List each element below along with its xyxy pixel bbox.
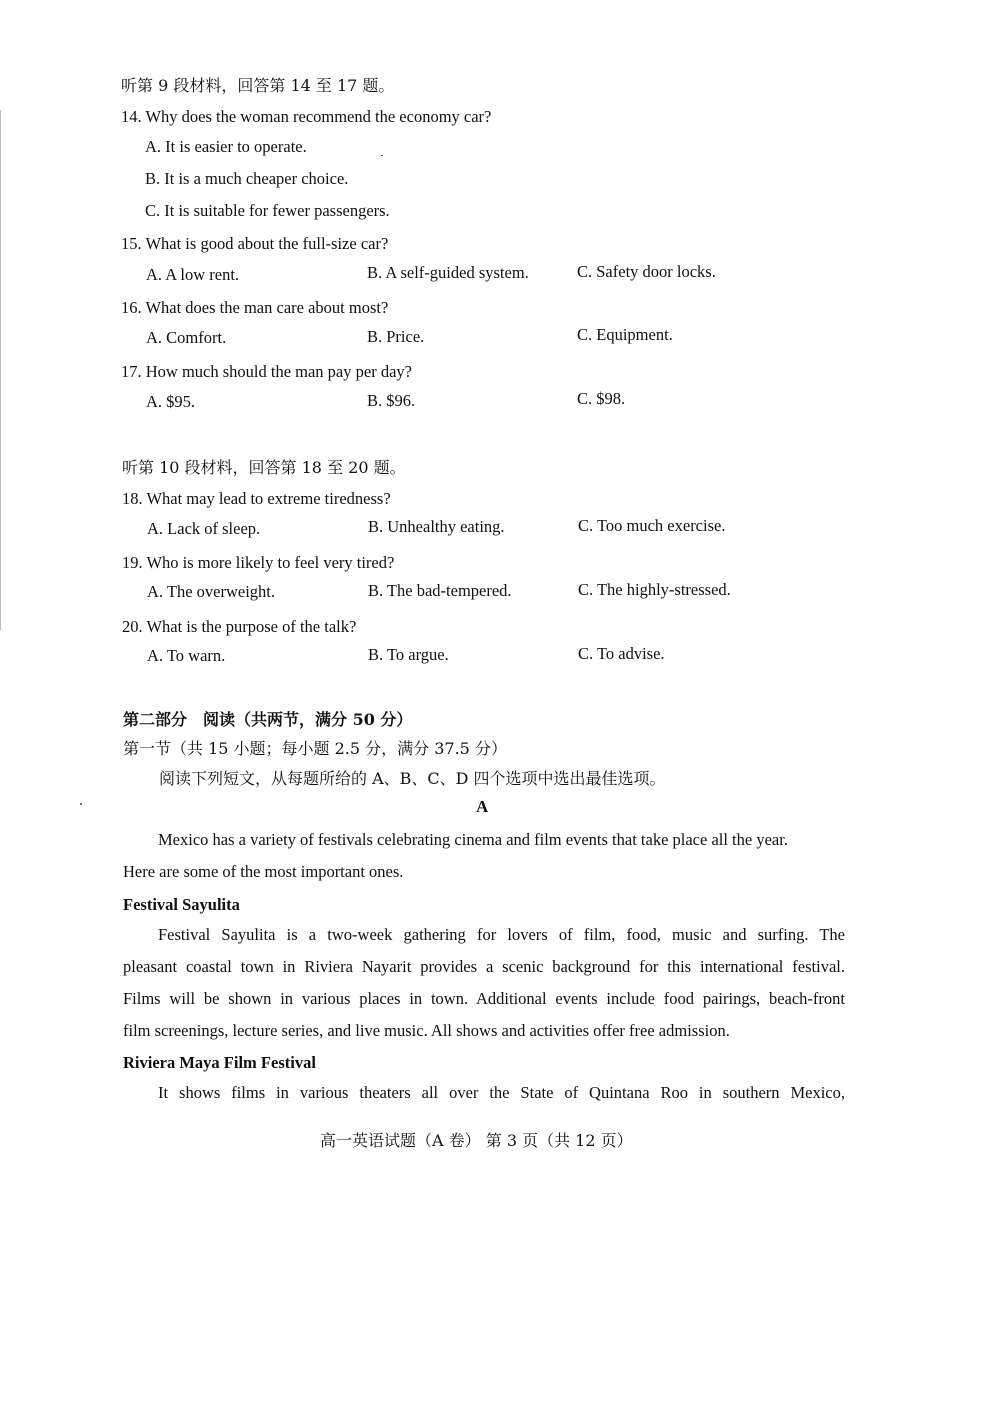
option-16a: A. Comfort. [146,328,227,347]
option-14a: A. It is easier to operate. [145,137,307,156]
question-17: 17. How much should the man pay per day? [121,362,412,381]
reading-instruction: 阅读下列短文，从每题所给的 A、B、C、D 四个选项中选出最佳选项。 [159,769,666,788]
option-18a: A. Lack of sleep. [147,519,261,538]
option-19b: B. The bad-tempered. [368,581,512,600]
section-header-10: 听第 10 段材料，回答第 18 至 20 题。 [122,458,406,477]
section-header-9: 听第 9 段材料，回答第 14 至 17 题。 [121,76,395,95]
scan-speck [80,803,82,805]
option-20b: B. To argue. [368,645,449,664]
question-18: 18. What may lead to extreme tiredness? [122,489,391,508]
paragraph-sayulita [123,919,845,1047]
option-15a: A. A low rent. [146,265,240,284]
page-footer: 高一英语试题（A 卷） 第 3 页（共 12 页） [320,1131,633,1150]
passage-line: pleasant coastal town in Riviera Nayarit provides a scenic background for this international festival. [123,957,845,976]
option-15b: B. A self-guided system. [367,263,529,282]
passage-label: A [476,797,489,816]
scan-speck [381,155,383,156]
passage-line: Festival Sayulita is a two-week gathering for lovers of film, food, music and surfing. The [158,925,845,944]
option-20c: C. To advise. [578,644,665,663]
option-18c: C. Too much exercise. [578,516,726,535]
option-16c: C. Equipment. [577,325,673,344]
question-14: 14. Why does the woman recommend the economy car? [121,107,492,126]
option-14b: B. It is a much cheaper choice. [145,169,349,188]
question-16: 16. What does the man care about most? [121,298,389,317]
heading-riviera-maya: Riviera Maya Film Festival [123,1053,316,1072]
option-17b: B. $96. [367,391,416,410]
part-two-subtitle: 第一节（共 15 小题；每小题 2.5 分，满分 37.5 分） [123,739,507,758]
option-19a: A. The overweight. [147,582,275,601]
option-17c: C. $98. [577,389,626,408]
option-19c: C. The highly-stressed. [578,580,731,599]
passage-line: Films will be shown in various places in town. Additional events include food pairings, beach-front [123,989,845,1008]
passage-line: Mexico has a variety of festivals celebrating cinema and film events that take place all the year. [158,830,788,849]
question-15: 15. What is good about the full-size car? [121,234,389,253]
option-16b: B. Price. [367,327,425,346]
option-20a: A. To warn. [147,646,226,665]
passage-intro [123,824,845,888]
part-two-title: 第二部分 阅读（共两节，满分 50 分） [123,710,413,729]
question-19: 19. Who is more likely to feel very tired? [122,553,395,572]
option-17a: A. $95. [146,392,196,411]
passage-line: It shows films in various theaters all over the State of Quintana Roo in southern Mexico, [158,1083,845,1102]
heading-festival-sayulita: Festival Sayulita [123,895,240,914]
passage-line: film screenings, lecture series, and live music. All shows and activities offer free admission. [123,1021,730,1040]
option-15c: C. Safety door locks. [577,262,716,281]
scan-edge-line [0,110,1,630]
question-20: 20. What is the purpose of the talk? [122,617,357,636]
paragraph-riviera-maya [123,1077,845,1109]
option-18b: B. Unhealthy eating. [368,517,505,536]
passage-line: Here are some of the most important ones. [123,862,404,881]
option-14c: C. It is suitable for fewer passengers. [145,201,390,220]
